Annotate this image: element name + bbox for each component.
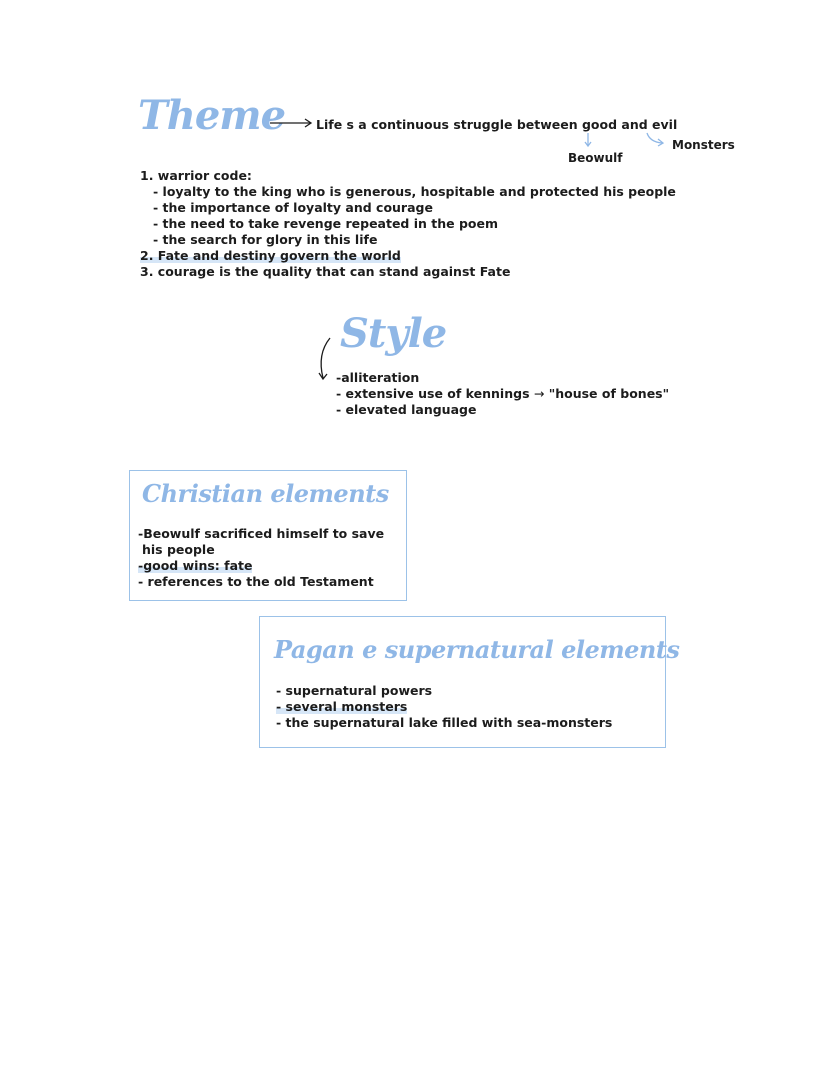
kenning-example: "house of bones" bbox=[548, 386, 670, 401]
style-list bbox=[336, 370, 669, 418]
style-curved-arrow-icon bbox=[316, 336, 336, 384]
pagan-elements-title: Pagan e supernatural elements bbox=[274, 635, 680, 664]
kennings-text: - extensive use of kennings bbox=[336, 386, 530, 401]
pagan-elements-list bbox=[276, 683, 612, 731]
list-item bbox=[138, 558, 384, 574]
list-item: - elevated language bbox=[336, 402, 477, 417]
list-item bbox=[140, 248, 676, 264]
list-item bbox=[336, 386, 669, 402]
list-item: his people bbox=[142, 542, 215, 557]
list-item bbox=[276, 699, 612, 715]
list-item: - loyalty to the king who is generous, hospitable and protected his people bbox=[153, 184, 676, 199]
evil-label: Monsters bbox=[672, 138, 735, 152]
list-item: 3. courage is the quality that can stand against Fate bbox=[140, 264, 511, 279]
list-item: -alliteration bbox=[336, 370, 420, 385]
list-item: 1. warrior code: bbox=[140, 168, 252, 183]
arrow-right-icon: → bbox=[533, 386, 545, 401]
theme-statement: Life s a continuous struggle between good and evil bbox=[316, 117, 678, 132]
highlighted-text: -good wins: fate bbox=[138, 558, 253, 573]
list-item: - supernatural powers bbox=[276, 683, 433, 698]
theme-arrow-icon bbox=[270, 118, 315, 128]
good-label: Beowulf bbox=[568, 151, 623, 165]
christian-elements-title: Christian elements bbox=[142, 479, 389, 508]
list-item: - references to the old Testament bbox=[138, 574, 374, 589]
evil-arrow-icon bbox=[646, 132, 668, 148]
highlighted-text: 2. Fate and destiny govern the world bbox=[140, 248, 401, 263]
style-title: Style bbox=[340, 310, 447, 357]
theme-title: Theme bbox=[138, 92, 286, 139]
list-item: -Beowulf sacrificed himself to save bbox=[138, 526, 385, 541]
list-item: - the need to take revenge repeated in the poem bbox=[153, 216, 499, 231]
good-arrow-icon bbox=[584, 133, 594, 149]
highlighted-text: - several monsters bbox=[276, 699, 408, 714]
list-item: - the importance of loyalty and courage bbox=[153, 200, 433, 215]
list-item: - the supernatural lake filled with sea-monsters bbox=[276, 715, 613, 730]
list-item: - the search for glory in this life bbox=[153, 232, 378, 247]
pagan-elements-box bbox=[259, 616, 680, 748]
christian-elements-box bbox=[129, 470, 407, 601]
theme-list bbox=[140, 168, 676, 280]
christian-elements-list bbox=[138, 526, 384, 590]
